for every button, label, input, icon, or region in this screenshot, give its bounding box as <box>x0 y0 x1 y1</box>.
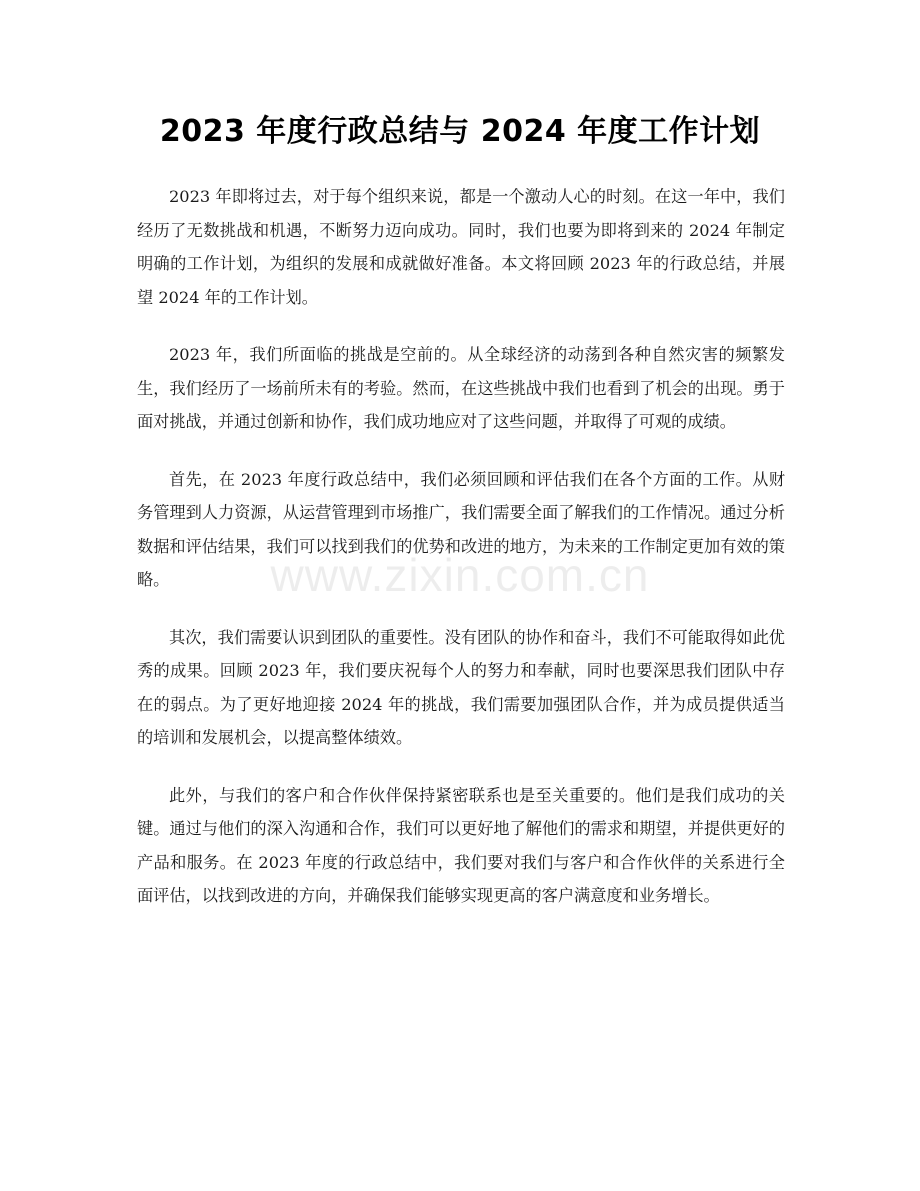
paragraph-4: 其次，我们需要认识到团队的重要性。没有团队的协作和奋斗，我们不可能取得如此优秀的成果。回顾 2023 年，我们要庆祝每个人的努力和奉献，同时也要深思我们团队中存在的弱点。为了更好地迎接 2024 年的挑战，我们需要加强团队合作，并为成员提供适当的培训和发展机会，以提高整体绩效。 <box>137 627 785 747</box>
paragraph-3: 首先，在 2023 年度行政总结中，我们必须回顾和评估我们在各个方面的工作。从财务管理到人力资源，从运营管理到市场推广，我们需要全面了解我们的工作情况。通过分析数据和评估结果，我们可以找到我们的优势和改进的地方，为未来的工作制定更加有效的策略。 <box>137 469 785 589</box>
paragraph-5: 此外，与我们的客户和合作伙伴保持紧密联系也是至关重要的。他们是我们成功的关键。通过与他们的深入沟通和合作，我们可以更好地了解他们的需求和期望，并提供更好的产品和服务。在 2023 年度的行政总结中，我们要对我们与客户和合作伙伴的关系进行全面评估，以找到改进的方向，并确保我们能够实现更高的客户满意度和业务增长。 <box>137 785 785 905</box>
watermark-text: www.zixin.com.cn <box>270 549 650 601</box>
paragraph-1: 2023 年即将过去，对于每个组织来说，都是一个激动人心的时刻。在这一年中，我们经历了无数挑战和机遇，不断努力迈向成功。同时，我们也要为即将到来的 2024 年制定明确的工作计划，为组织的发展和成就做好准备。本文将回顾 2023 年的行政总结，并展望 2024 年的工作计划。 <box>137 187 785 307</box>
document-body <box>137 180 785 937</box>
paragraph-2: 2023 年，我们所面临的挑战是空前的。从全球经济的动荡到各种自然灾害的频繁发生，我们经历了一场前所未有的考验。然而，在这些挑战中我们也看到了机会的出现。勇于面对挑战，并通过创新和协作，我们成功地应对了这些问题，并取得了可观的成绩。 <box>137 345 785 431</box>
document-title: 2023 年度行政总结与 2024 年度工作计划 <box>159 114 761 149</box>
